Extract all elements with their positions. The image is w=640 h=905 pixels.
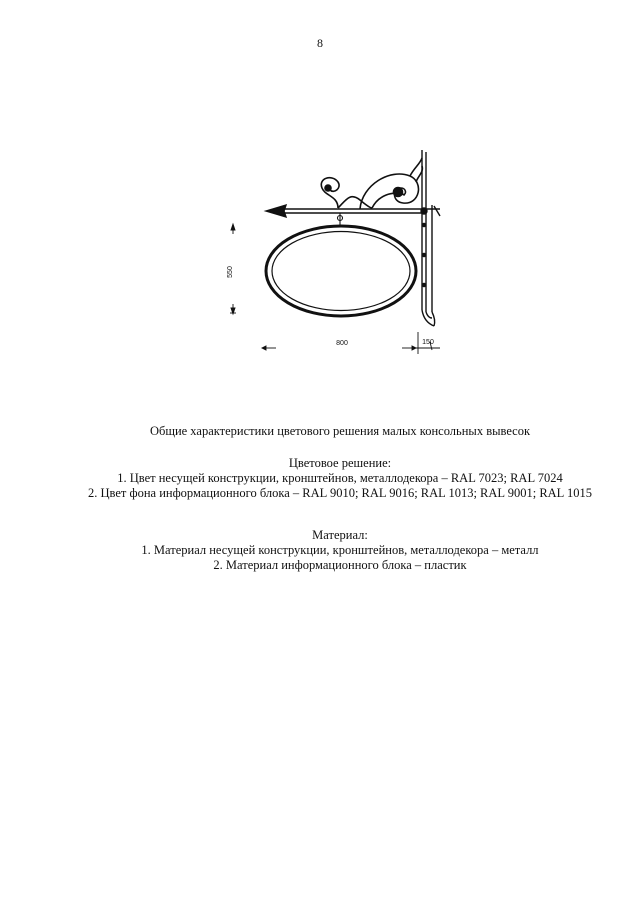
color-scheme-item: 2. Цвет фона информационного блока – RAL 9010; RAL 9016; RAL 1013; RAL 9001; RAL 1015 [88,486,592,500]
material-item: 2. Материал информационного блока – пластик [213,558,467,572]
material-item: 1. Материал несущей конструкции, кронштейнов, металлодекора – металл [141,543,539,557]
color-scheme-title: Цветовое решение: [288,456,392,470]
hanger [338,213,343,226]
color-scheme-section [60,456,620,501]
wall-post [422,150,435,326]
oval-sign [266,226,416,316]
heading-text: Общие характеристики цветового решения малых консольных вывесок [149,424,531,438]
material-title: Материал: [312,528,368,542]
page-number: 8 [317,36,323,50]
scroll-ornament [321,158,422,209]
dimension-height-label: 550 [227,266,234,278]
material-section [60,528,620,573]
section-heading [60,424,620,439]
dimension-offset-label: 150 [422,339,434,346]
color-scheme-item: 1. Цвет несущей конструкции, кронштейнов, металлодекора – RAL 7023; RAL 7024 [117,471,563,485]
dimension-width-label: 800 [336,340,348,347]
bracket-arm [266,205,440,217]
console-sign-drawing [0,0,640,400]
